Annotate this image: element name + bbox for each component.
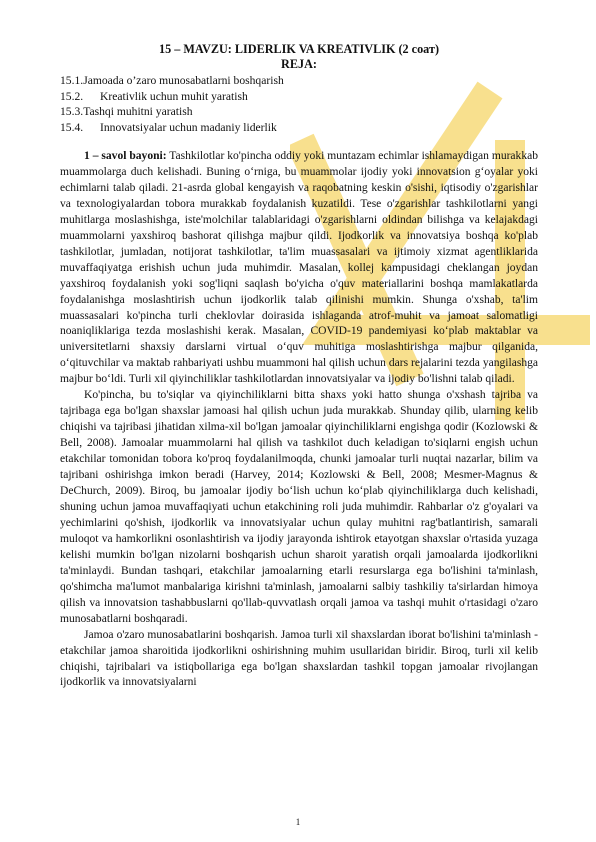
paragraph-2: Ko'pincha, bu to'siqlar va qiyinchiliklarni bitta shaxs yoki hatto shunga o'xshash tajriba va tajribaga ega bo'lgan shaxslar jamoasi hal qilish uchun juda murakkab. Shunday qilib, ularning kelib chiqishi va tajribasi jihatidan xilma-xil bo'lgan jamoalar qiyinchiliklarni engishga qodir (Kozlowski & Bell, 2008). Jamoalar muammolarni hal qilish va tashkilot duch keladigan to'siqlarni engish uchun etakchilar tomonidan tobora ko'proq foydalanilmoqda, chunki jamoalar turli nuqtai nazarlar, bilim va tajribani oshirishga imkon beradi (Harvey, 2014; Kozlowski & Bell, 2008; Mesmer-Magnus & DeChurch, 2009). Biroq, bu jamoalar ijodiy bo‘lish uchun ko‘plab qiyinchiliklarga duch kelishadi, shuning uchun jamoa muvaffaqiyati uchun etakchining roli juda muhimdir. Rahbarlar o'z g'oyalari va yechimlarini qo'shish, ijodkorlik va innovatsiyalar uchun qulay muhitni rag'batlantirish, samarali muloqot va hamkorlikni osonlashtirish va ijodiy jarayonda ishtirok etayotgan shaxslar o'rtasida yuzaga kelishi mumkin bo'lgan nizolarni boshqarish uchun sharoit yaratish orqali jamoalarda ijodkorlikni ta'minlaydi. Bundan tashqari, etakchilar jamoalarning etarli resurslarga ega bo'lishini ta'minlash, qo'shimcha ma'lumot manbalariga kirishni ta'minlash, jamoalarni salbiy tashkiliy ta'sirlardan himoya qilish va innovatsion tashabbuslarni qo'llab-quvvatlash orqali jamoa va tashqi muhit o'rtasidagi o'zaro munosabatlarni boshqaradi. xyxy=(60,389,538,625)
plan-item-number: 15.1. xyxy=(60,74,84,87)
plan-item-number: 15.2. xyxy=(60,89,84,103)
page-number: 1 xyxy=(295,817,301,827)
plan-item-text: Kreativlik uchun muhit yaratish xyxy=(100,89,248,103)
plan-item xyxy=(60,104,538,120)
plan-item xyxy=(60,120,538,136)
question-lead: 1 – savol bayoni: xyxy=(84,150,167,162)
plan-item-text: Tashqi muhitni yaratish xyxy=(83,105,193,118)
document-page xyxy=(60,42,538,691)
plan-item xyxy=(60,73,538,89)
paragraph-1-text: Tashkilotlar ko'pincha oddiy yoki muntazam echimlar ishlamaydigan murakkab muammolarga duch kelishadi. Buning o‘rniga, bu muammolar ijodiy yoki innovatsion g‘oyalar yoki echimlarni talab qiladi. 21-asrda global kengayish va raqobatning keskin o'sishi, iqtisodiy o'zgarishlar va texnologiyalardan tobora murakkab foydalanish kuzatildi. Tese o'zgarishlar tashkilotlarni yangi muhitlarga moslashishga, iste'molchilar talablaridagi o'zgarishlarni oldindan bilishga va kelajakdagi muammolarni yaxshiroq bashorat qilishga majbur qildi. Ijodkorlik va innovatsiya boshqa ko'plab tashkilotlar, jumladan, notijorat tashkilotlar, ta'lim muassasalari va ijtimoiy xizmat agentliklarida muvaffaqiyatga erishish uchun juda muhimdir. Masalan, kollej kampusidagi cheklangan joydan yaxshiroq foydalanish yoki sog'liqni saqlash bo'yicha o'quv materiallarini boshqa mamlakatlarda foydalanishga moslashtirish uchun ijodkorlik talab qilinishi mumkin. Shunga o'xshab, ta'lim muassasalari ko'pincha turli cheklovlar doirasida ishlaganda atrof-muhit va jamoat salomatligi noaniqliklariga tezda moslashishi kerak. Masalan, COVID-19 pandemiyasi ko‘plab maktablar va universitetlarni shaxsiy darslarni virtual o‘quv muhitiga moslashtirishga majbur qilganida, o‘qituvchilar va maktab rahbariyati ushbu muammoni hal qilish uchun dars rejalarini tezda yangilashga majbur bo‘ldi. Turli xil qiyinchiliklar tashkilotlardan innovatsiyalar va ijodiy bo'lishni talab qiladi. xyxy=(60,150,539,386)
plan-item-number: 15.3. xyxy=(60,105,84,118)
paragraph-3: Jamoa o'zaro munosabatlarini boshqarish. Jamoa turli xil shaxslardan iborat bo'lishini ta'minlash - etakchilar jamoa sharoitida ijodkorlikni oshirishning muhim usullaridan biridir. Biroq, turli xil kelib chiqishi, tajribalari va istiqbollariga ega bo'lgan shaxslardan tashkil topgan jamoalar rivojlangan ijodkorlik va innovatsiyalarni xyxy=(60,628,538,689)
page-title: 15 – MAVZU: LIDERLIK VA KREATIVLIK (2 соат) xyxy=(158,42,440,56)
paragraph-1 xyxy=(60,149,538,388)
plan-item-number: 15.4. xyxy=(60,120,84,134)
plan-list xyxy=(60,73,538,135)
plan-item-text: Innovatsiyalar uchun madaniy liderlik xyxy=(100,120,277,134)
plan-item xyxy=(60,89,538,105)
plan-heading: REJA: xyxy=(281,57,317,71)
plan-item-text: Jamoada o’zaro munosabatlarni boshqarish xyxy=(83,74,284,87)
